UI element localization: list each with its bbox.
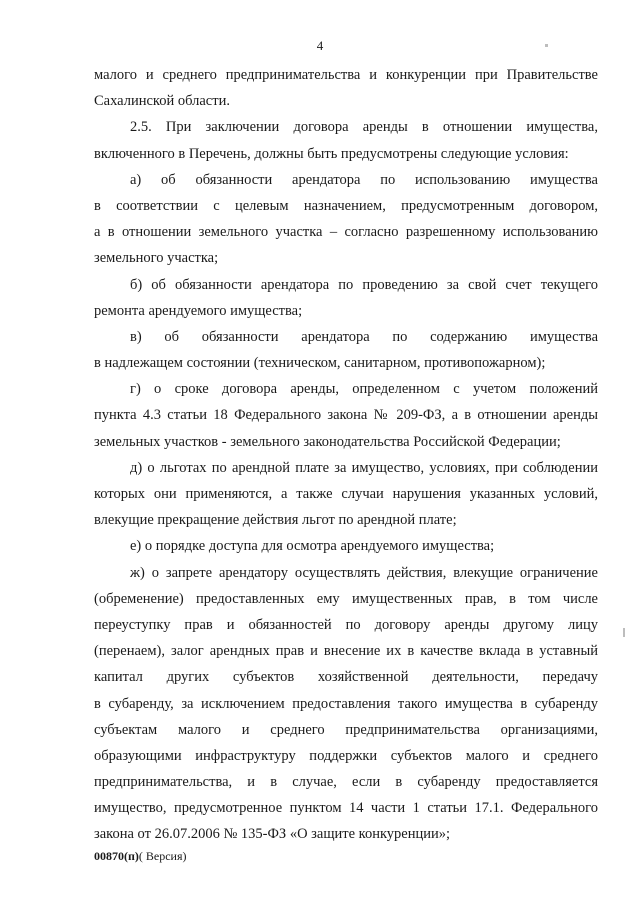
text-line: (обременение) предоставленных ему имущественных прав, в том числе: [94, 590, 598, 607]
scan-speck: [545, 44, 548, 47]
text-line: в надлежащем состоянии (техническом, санитарном, противопожарном);: [94, 355, 546, 372]
text-line: малого и среднего предпринимательства и конкуренции при Правительстве: [94, 67, 598, 83]
text-line: капитал других субъектов хозяйственной деятельности, передачу: [94, 669, 598, 686]
margin-mark: [623, 628, 625, 637]
text-line: влекущие прекращение действия льгот по арендной плате;: [94, 512, 457, 529]
text-line: а в отношении земельного участка – согласно разрешенному использованию: [94, 224, 598, 241]
text-line: а) об обязанности арендатора по использованию имущества: [130, 171, 598, 188]
text-line: субъектам малого и среднего предпринимательства организациями,: [94, 721, 598, 738]
text-line: в субаренду, за исключением предоставления такого имущества в субаренду: [94, 695, 598, 712]
text-line: (перенаем), залог арендных прав и внесение их в качестве вклада в уставный: [94, 643, 598, 660]
text-line: имущество, предусмотренное пунктом 14 части 1 статьи 17.1. Федерального: [94, 800, 598, 817]
document-body: [94, 62, 598, 848]
text-line: в) об обязанности арендатора по содержанию имущества: [130, 328, 598, 345]
text-line: Сахалинской области.: [94, 93, 230, 110]
text-line: ремонта арендуемого имущества;: [94, 302, 303, 319]
text-line: пункта 4.3 статьи 18 Федерального закона № 209-ФЗ, а в отношении аренды: [94, 407, 598, 424]
text-line: 2.5. При заключении договора аренды в отношении имущества,: [130, 119, 598, 136]
text-line: б) об обязанности арендатора по проведению за свой счет текущего: [130, 276, 598, 293]
text-line: закона от 26.07.2006 № 135-ФЗ «О защите конкуренции»;: [94, 826, 451, 843]
page-number: 4: [316, 38, 324, 53]
text-line: которых они применяются, а также случаи нарушения указанных условий,: [94, 486, 598, 502]
document-version: ( Версия): [138, 849, 187, 863]
text-line: земельного участка;: [94, 250, 219, 267]
text-line: предпринимательства, и в случае, если в субаренду предоставляется: [94, 774, 598, 791]
text-line: земельных участков - земельного законодательства Российской Федерации;: [94, 433, 561, 450]
text-line: переуступку прав и обязанностей по договору аренды другому лицу: [94, 616, 598, 633]
text-line: г) о сроке договора аренды, определенном с учетом положений: [130, 381, 598, 398]
text-line: д) о льготах по арендной плате за имущество, условиях, при соблюдении: [130, 459, 598, 476]
document-code: 00870(п): [94, 849, 139, 863]
document-footer: [94, 849, 187, 864]
text-line: в соответствии с целевым назначением, предусмотренным договором,: [94, 197, 598, 214]
text-line: ж) о запрете арендатору осуществлять действия, влекущие ограничение: [130, 564, 598, 581]
text-line: включенного в Перечень, должны быть предусмотрены следующие условия:: [94, 145, 569, 162]
text-line: образующими инфраструктуру поддержки субъектов малого и среднего: [94, 747, 598, 764]
text-line: е) о порядке доступа для осмотра арендуемого имущества;: [130, 538, 495, 555]
